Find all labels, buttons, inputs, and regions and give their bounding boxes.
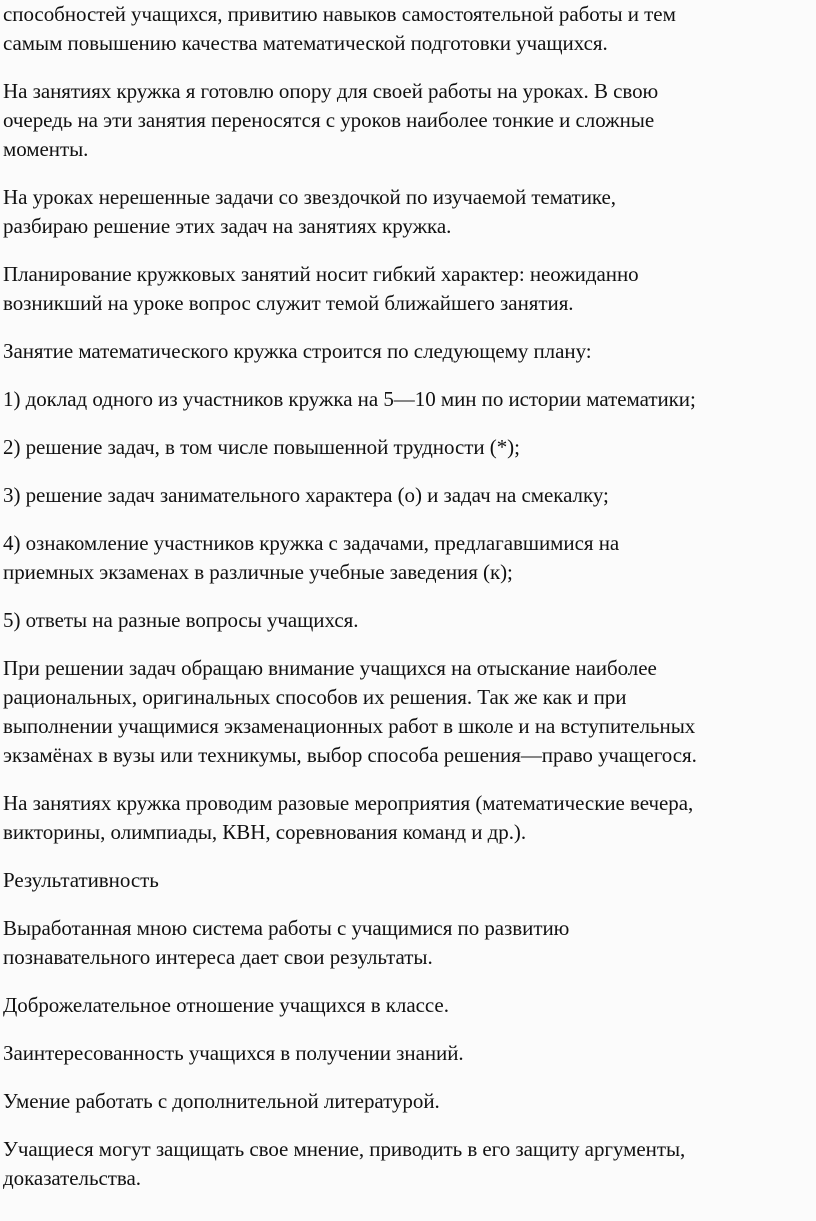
paragraph-1 bbox=[3, 0, 815, 58]
plan-item-3 bbox=[3, 481, 815, 510]
result-item-literature-line: Умение работать с дополнительной литературой. bbox=[3, 1089, 440, 1113]
plan-item-1-line: 1) доклад одного из участников кружка на 5—10 мин по истории математики; bbox=[3, 387, 696, 411]
paragraph-events bbox=[3, 789, 815, 847]
paragraph-solving-methods-line-3: выполнении учащимися экзаменационных работ в школе и на вступительных bbox=[3, 714, 696, 738]
paragraph-results-system-line-2: познавательного интереса дает свои результаты. bbox=[3, 945, 433, 969]
plan-item-3-line: 3) решение задач занимательного характера (о) и задач на смекалку; bbox=[3, 483, 609, 507]
paragraph-2-line-1: На занятиях кружка я готовлю опору для своей работы на уроках. В свою bbox=[3, 79, 659, 103]
paragraph-1-line-2: самым повышению качества математической подготовки учащихся. bbox=[3, 31, 608, 55]
plan-heading bbox=[3, 337, 815, 366]
plan-item-4-line-2: приемных экзаменах в различные учебные заведения (к); bbox=[3, 560, 513, 584]
result-item-attitude bbox=[3, 991, 815, 1020]
paragraph-solving-methods bbox=[3, 654, 815, 770]
paragraph-1-line-1: способностей учащихся, привитию навыков самостоятельной работы и тем bbox=[3, 2, 676, 26]
paragraph-3-line-2: разбираю решение этих задач на занятиях кружка. bbox=[3, 214, 452, 238]
plan-heading-line: Занятие математического кружка строится по следующему плану: bbox=[3, 339, 592, 363]
paragraph-events-line-2: викторины, олимпиады, КВН, соревнования команд и др.). bbox=[3, 820, 527, 844]
paragraph-results-system bbox=[3, 914, 815, 972]
plan-item-4 bbox=[3, 529, 815, 587]
paragraph-solving-methods-line-4: экзамёнах в вузы или техникумы, выбор способа решения—право учащегося. bbox=[3, 743, 697, 767]
paragraph-4-line-2: возникший на уроке вопрос служит темой ближайшего занятия. bbox=[3, 291, 574, 315]
section-heading-results bbox=[3, 866, 815, 895]
paragraph-4 bbox=[3, 260, 815, 318]
result-item-attitude-line: Доброжелательное отношение учащихся в классе. bbox=[3, 993, 449, 1017]
paragraph-results-system-line-1: Выработанная мною система работы с учащимися по развитию bbox=[3, 916, 570, 940]
paragraph-2-line-2: очередь на эти занятия переносятся с уроков наиболее тонкие и сложные bbox=[3, 108, 655, 132]
document-body bbox=[3, 0, 815, 1212]
result-item-literature bbox=[3, 1087, 815, 1116]
result-item-arguments bbox=[3, 1135, 815, 1193]
result-item-arguments-line-2: доказательства. bbox=[3, 1166, 141, 1190]
plan-item-5-line: 5) ответы на разные вопросы учащихся. bbox=[3, 608, 359, 632]
plan-item-1 bbox=[3, 385, 815, 414]
paragraph-4-line-1: Планирование кружковых занятий носит гибкий характер: неожиданно bbox=[3, 262, 639, 286]
section-heading-results-line: Результативность bbox=[3, 868, 159, 892]
paragraph-events-line-1: На занятиях кружка проводим разовые мероприятия (математические вечера, bbox=[3, 791, 694, 815]
plan-item-2-line: 2) решение задач, в том числе повышенной трудности (*); bbox=[3, 435, 520, 459]
plan-item-4-line-1: 4) ознакомление участников кружка с задачами, предлагавшимися на bbox=[3, 531, 620, 555]
result-item-arguments-line-1: Учащиеся могут защищать свое мнение, приводить в его защиту аргументы, bbox=[3, 1137, 686, 1161]
paragraph-3 bbox=[3, 183, 815, 241]
paragraph-solving-methods-line-1: При решении задач обращаю внимание учащихся на отыскание наиболее bbox=[3, 656, 657, 680]
paragraph-2-line-3: моменты. bbox=[3, 137, 89, 161]
plan-item-2 bbox=[3, 433, 815, 462]
paragraph-2 bbox=[3, 77, 815, 164]
result-item-interest-line: Заинтересованность учащихся в получении знаний. bbox=[3, 1041, 464, 1065]
paragraph-3-line-1: На уроках нерешенные задачи со звездочкой по изучаемой тематике, bbox=[3, 185, 616, 209]
result-item-interest bbox=[3, 1039, 815, 1068]
plan-item-5 bbox=[3, 606, 815, 635]
paragraph-solving-methods-line-2: рациональных, оригинальных способов их решения. Так же как и при bbox=[3, 685, 627, 709]
